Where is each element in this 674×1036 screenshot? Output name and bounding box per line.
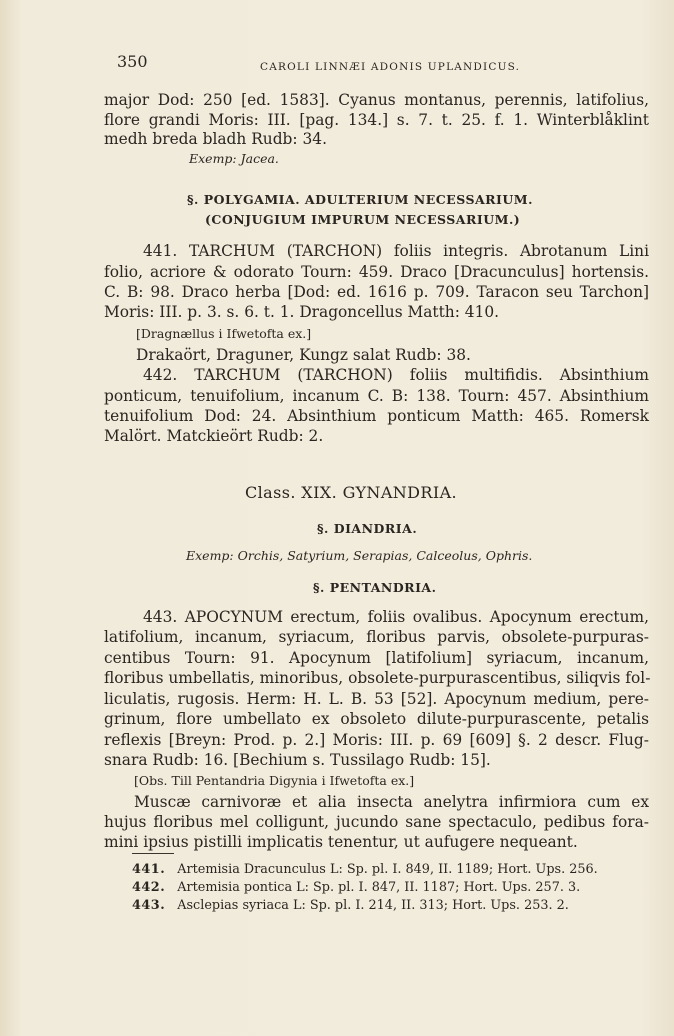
bracket-note: [Obs. Till Pentandria Digynia i Ifwetofta ex.] (134, 773, 415, 788)
section-heading: §. DIANDRIA. (317, 521, 418, 536)
text-line: major Dod: 250 [ed. 1583]. Cyanus montanus, perennis, latifolius, (104, 91, 649, 109)
running-title: CAROLI LINNÆI ADONIS UPLANDICUS. (260, 61, 521, 73)
text-line: mini ipsius pistilli implicatis tenentur, ut aufugere nequeant. (104, 833, 578, 851)
footnote (132, 878, 580, 898)
section-heading: §. PENTANDRIA. (313, 580, 437, 595)
footnote-rule (132, 853, 174, 854)
exemp-line: Exemp: Jacea. (189, 151, 279, 166)
text-line: liculatis, rugosis. Herm: H. L. B. 53 [52]. Apocynum medium, pere- (104, 690, 649, 708)
footnote-text: Artemisia pontica L: Sp. pl. I. 847, II. 1187; Hort. Ups. 257. 3. (177, 880, 581, 895)
page-number: 350 (117, 52, 148, 71)
footnote (132, 860, 598, 880)
footnote-number: 443. (132, 898, 166, 913)
text-line: floribus umbellatis, minoribus, obsolete-purpurascentibus, siliqvis fol- (104, 669, 651, 687)
text-line: medh breda bladh Rudb: 34. (104, 130, 327, 148)
footnote-number: 442. (132, 880, 166, 895)
text-line: centibus Tourn: 91. Apocynum [latifolium] syriacum, incanum, (104, 649, 649, 667)
text-line: ponticum, tenuifolium, incanum C. B: 138. Tourn: 457. Absinthium (104, 387, 649, 405)
text-line: snara Rudb: 16. [Bechium s. Tussilago Rudb: 15]. (104, 751, 491, 769)
text-line: Malört. Matckieört Rudb: 2. (104, 427, 324, 445)
text-line: grinum, flore umbellato ex obsoleto dilute-purpurascente, petalis (104, 710, 649, 728)
text-line: folio, acriore & odorato Tourn: 459. Draco [Dracunculus] hortensis. (104, 263, 649, 281)
text-line: Drakaört, Draguner, Kungz salat Rudb: 38. (136, 346, 471, 364)
text-line: C. B: 98. Draco herba [Dod: ed. 1616 p. 709. Taracon seu Tarchon] (104, 283, 649, 301)
text-line: flore grandi Moris: III. [pag. 134.] s. 7. t. 25. f. 1. Winterblåklint (104, 111, 649, 129)
section-heading: (CONJUGIUM IMPURUM NECESSARIUM.) (205, 212, 521, 227)
section-heading: §. POLYGAMIA. ADULTERIUM NECESSARIUM. (187, 192, 533, 207)
exemp-line: Exemp: Orchis, Satyrium, Serapias, Calceolus, Ophris. (186, 548, 533, 563)
text-line: tenuifolium Dod: 24. Absinthium ponticum Matth: 465. Romersk (104, 407, 649, 425)
footnote (132, 896, 569, 916)
entry-441-line: 441. TARCHUM (TARCHON) foliis integris. Abrotanum Lini (143, 242, 649, 260)
text-line: Muscæ carnivoræ et alia insecta anelytra infirmiora cum ex (134, 793, 649, 811)
bracket-note: [Dragnællus i Ifwetofta ex.] (136, 326, 312, 341)
footnote-text: Asclepias syriaca L: Sp. pl. I. 214, II. 313; Hort. Ups. 253. 2. (177, 898, 569, 913)
entry-443-line: 443. APOCYNUM erectum, foliis ovalibus. Apocynum erectum, (143, 608, 649, 626)
text-line: hujus floribus mel colligunt, jucundo sane spectaculo, pedibus fora- (104, 813, 649, 831)
entry-442-line: 442. TARCHUM (TARCHON) foliis multifidis. Absinthium (143, 366, 649, 384)
footnote-text: Artemisia Dracunculus L: Sp. pl. I. 849, II. 1189; Hort. Ups. 256. (177, 862, 598, 877)
footnote-number: 441. (132, 862, 166, 877)
text-line: Moris: III. p. 3. s. 6. t. 1. Dragoncellus Matth: 410. (104, 303, 500, 321)
text-line: latifolium, incanum, syriacum, floribus parvis, obsolete-purpuras- (104, 628, 649, 646)
text-line: reflexis [Breyn: Prod. p. 2.] Moris: III. p. 69 [609] §. 2 descr. Flug- (104, 731, 649, 749)
class-heading: Class. XIX. GYNANDRIA. (245, 483, 458, 502)
